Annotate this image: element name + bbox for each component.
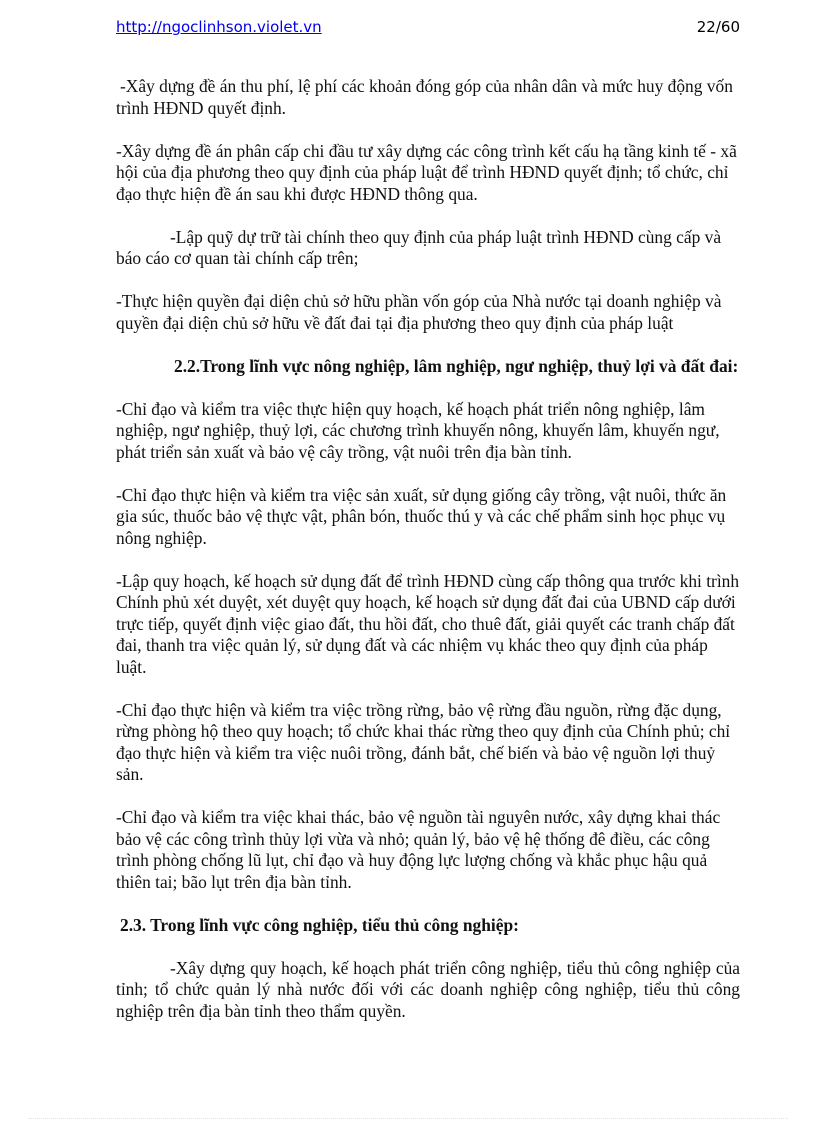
paragraph-fee-plan: -Xây dựng đề án thu phí, lệ phí các khoản đóng góp của nhân dân và mức huy động vốn trình HĐND quyết định. <box>116 76 733 118</box>
page-bottom-rule <box>28 1118 788 1119</box>
paragraph-land-use: -Lập quy hoạch, kế hoạch sử dụng đất để trình HĐND cùng cấp thông qua trước khi trình Chính phủ xét duyệt, xét duyệt quy hoạch, kế hoạch sử dụng đất đai của UBND cấp dưới trực tiếp, quyết định việc giao đất, thu hồi đất, cho thuê đất, giải quyết các tranh chấp đất đai, thanh tra việc quản lý, sử dụng đất và các nhiệm vụ khác theo quy định của pháp luật. <box>116 570 740 677</box>
section-heading-agriculture: 2.2.Trong lĩnh vực nông nghiệp, lâm nghiệp, ngư nghiệp, thuỷ lợi và đất đai: <box>174 355 739 376</box>
paragraph-agriculture-planning: -Chỉ đạo và kiểm tra việc thực hiện quy hoạch, kế hoạch phát triển nông nghiệp, lâm nghiệp, ngư nghiệp, thuỷ lợi, các chương trình khuyến nông, khuyến lâm, khuyến ngư, phát triển sản xuất và bảo vệ cây trồng, vật nuôi trên địa bàn tỉnh. <box>116 398 720 462</box>
paragraph-water-resources: -Chỉ đạo và kiểm tra việc khai thác, bảo vệ nguồn tài nguyên nước, xây dựng khai thác bảo vệ các công trình thủy lợi vừa và nhỏ; quản lý, bảo vệ hệ thống đê điều, các công trình phòng chống lũ lụt, chỉ đạo và huy động lực lượng chống và khắc phục hậu quả thiên tai; bão lụt trên địa bàn tỉnh. <box>116 807 721 892</box>
section-heading-industry: 2.3. Trong lĩnh vực công nghiệp, tiểu thủ công nghiệp: <box>120 914 519 935</box>
paragraph-forestry: -Chỉ đạo thực hiện và kiểm tra việc trồng rừng, bảo vệ rừng đầu nguồn, rừng đặc dụng, rừng phòng hộ theo quy hoạch; tổ chức khai thác rừng theo quy định của Chính phủ; chỉ đạo thực hiện và kiểm tra việc nuôi trồng, đánh bắt, chế biến và bảo vệ nguồn lợi thuỷ sản. <box>116 699 731 784</box>
paragraph-industry-planning: -Xây dựng quy hoạch, kế hoạch phát triển công nghiệp, tiểu thủ công nghiệp của tỉnh; tổ chức quản lý nhà nước đối với các doanh nghiệp công nghiệp, tiểu thủ công nghiệp trên địa bàn tỉnh theo thẩm quyền. <box>116 957 740 1021</box>
source-link[interactable]: http://ngoclinhson.violet.vn <box>116 18 322 36</box>
paragraph-reserve-fund: -Lập quỹ dự trữ tài chính theo quy định của pháp luật trình HĐND cùng cấp và báo cáo cơ quan tài chính cấp trên; <box>116 226 722 268</box>
page-header <box>116 18 740 40</box>
paragraph-ownership-representation: -Thực hiện quyền đại diện chủ sở hữu phần vốn góp của Nhà nước tại doanh nghiệp và quyền đại diện chủ sở hữu về đất đai tại địa phương theo quy định của pháp luật <box>116 291 722 333</box>
paragraph-investment-decentralization: -Xây dựng đề án phân cấp chi đầu tư xây dựng các công trình kết cấu hạ tầng kinh tế - xã hội của địa phương theo quy định của pháp luật để trình HĐND quyết định; tổ chức, chỉ đạo thực hiện đề án sau khi được HĐND thông qua. <box>116 140 737 204</box>
paragraph-seed-production: -Chỉ đạo thực hiện và kiểm tra việc sản xuất, sử dụng giống cây trồng, vật nuôi, thức ăn gia súc, thuốc bảo vệ thực vật, phân bón, thuốc thú y và các chế phẩm sinh học phục vụ nông nghiệp. <box>116 484 727 548</box>
page-number: 22/60 <box>696 18 740 36</box>
document-body <box>116 76 740 1044</box>
